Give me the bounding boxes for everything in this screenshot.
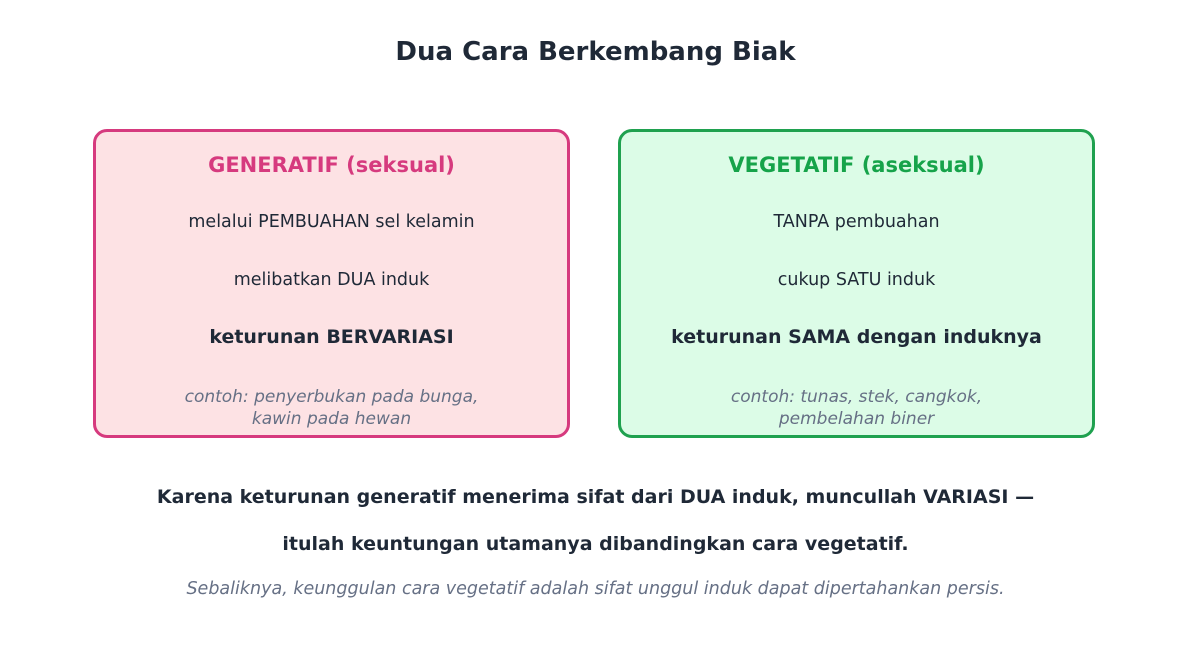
generatif-example-line2: kawin pada hewan bbox=[251, 409, 412, 429]
generatif-example bbox=[96, 386, 567, 430]
vegetatif-heading: VEGETATIF (aseksual) bbox=[728, 153, 985, 177]
vegetatif-example-line1: contoh: tunas, stek, cangkok, bbox=[730, 387, 983, 407]
vegetatif-example bbox=[621, 386, 1092, 430]
vegetatif-parents-text: cukup SATU induk bbox=[777, 270, 936, 290]
generatif-heading: GENERATIF (seksual) bbox=[208, 153, 455, 177]
generatif-box bbox=[93, 129, 570, 438]
generatif-example-line1: contoh: penyerbukan pada bunga, bbox=[184, 387, 479, 407]
vegetatif-example-line2: pembelahan biner bbox=[778, 409, 935, 429]
conclusion-line-1: Karena keturunan generatif menerima sifat dari DUA induk, muncullah VARIASI — bbox=[156, 486, 1035, 508]
footnote: Sebaliknya, keunggulan cara vegetatif adalah sifat unggul induk dapat dipertahankan persis. bbox=[186, 579, 1005, 599]
generatif-fertilization-text: melalui PEMBUAHAN sel kelamin bbox=[188, 212, 475, 232]
generatif-parents-text: melibatkan DUA induk bbox=[233, 270, 430, 290]
conclusion-line-2: itulah keuntungan utamanya dibandingkan cara vegetatif. bbox=[282, 533, 909, 555]
diagram-title: Dua Cara Berkembang Biak bbox=[395, 37, 796, 67]
generatif-offspring-text: keturunan BERVARIASI bbox=[209, 326, 454, 348]
vegetatif-fertilization-text: TANPA pembuahan bbox=[773, 212, 940, 232]
vegetatif-box bbox=[618, 129, 1095, 438]
vegetatif-offspring-text: keturunan SAMA dengan induknya bbox=[671, 326, 1042, 348]
